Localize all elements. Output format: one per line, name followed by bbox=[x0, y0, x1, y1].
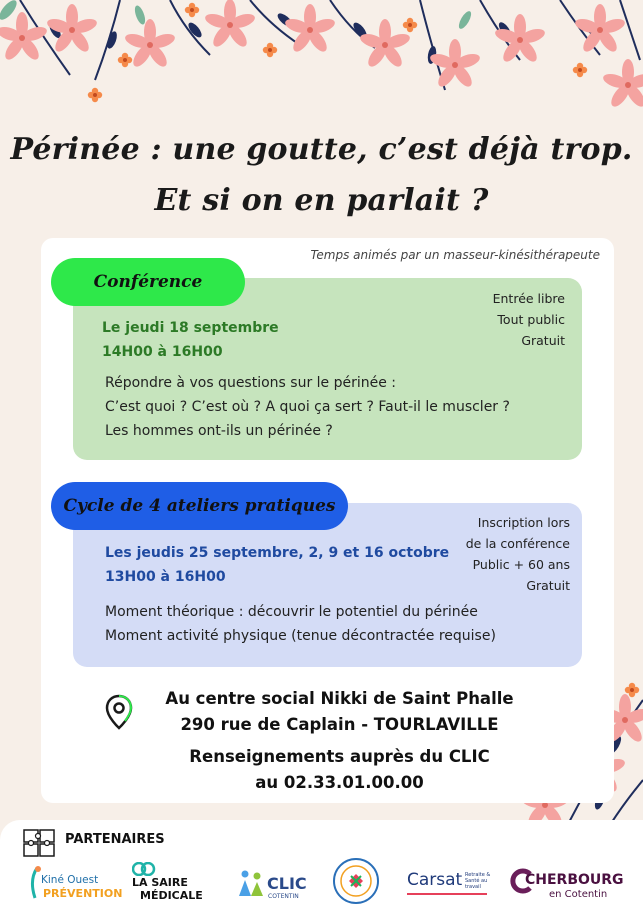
ateliers-date: Les jeudis 25 septembre, 2, 9 et 16 octobre bbox=[105, 545, 450, 561]
logo-kine-ouest bbox=[27, 864, 123, 904]
saire-line1: LA SAIRE bbox=[132, 876, 188, 889]
puzzle-icon bbox=[22, 828, 56, 858]
ateliers-info-line: Gratuit bbox=[526, 578, 570, 593]
subtitle: Temps animés par un masseur-kinésithérapeute bbox=[310, 248, 600, 262]
clic-name: CLIC bbox=[267, 874, 307, 893]
seal-logo-icon bbox=[331, 856, 381, 906]
logo-carsat bbox=[407, 870, 489, 900]
clic-people-icon bbox=[237, 868, 267, 898]
carsat-name: Carsat bbox=[407, 870, 463, 890]
ateliers-description bbox=[105, 600, 496, 648]
floral-decoration-top bbox=[0, 0, 643, 130]
partners-band bbox=[0, 820, 643, 907]
conference-description bbox=[105, 371, 510, 443]
description-line: Répondre à vos questions sur le périnée : bbox=[105, 375, 397, 391]
partners-label: PARTENAIRES bbox=[65, 832, 165, 847]
saire-line2: MÉDICALE bbox=[140, 889, 203, 902]
description-line: Moment théorique : découvrir le potentiel du périnée bbox=[105, 604, 478, 620]
logo-clic bbox=[237, 866, 317, 906]
logo-cherbourg bbox=[509, 868, 629, 904]
conference-date: Le jeudi 18 septembre bbox=[102, 320, 279, 336]
conference-info-line: Tout public bbox=[497, 312, 565, 327]
carsat-sub: Retraite & Santé au travail bbox=[465, 872, 491, 890]
logo-la-saire bbox=[128, 862, 208, 904]
ateliers-pill: Cycle de 4 ateliers pratiques bbox=[51, 482, 348, 530]
title-line-1: Périnée : une goutte, c’est déjà trop. bbox=[10, 132, 633, 167]
description-line: Les hommes ont-ils un périnée ? bbox=[105, 423, 333, 439]
ateliers-info-line: Public + 60 ans bbox=[472, 557, 570, 572]
conference-info bbox=[493, 288, 565, 351]
description-line: C’est quoi ? C’est où ? A quoi ça sert ? Faut-il le muscler ? bbox=[105, 399, 510, 415]
cherbourg-line2: en Cotentin bbox=[549, 889, 608, 900]
info-contact: Renseignements auprès du CLIC bbox=[189, 747, 490, 766]
description-line: Moment activité physique (tenue décontractée requise) bbox=[105, 628, 496, 644]
carsat-underline bbox=[407, 893, 487, 895]
ateliers-time: 13H00 à 16H00 bbox=[105, 569, 226, 585]
ateliers-info-line: Inscription lors bbox=[477, 515, 570, 530]
clic-sub: COTENTIN bbox=[268, 893, 299, 900]
cherbourg-line1: CHERBOURG bbox=[525, 872, 624, 888]
ateliers-info-line: de la conférence bbox=[465, 536, 570, 551]
ateliers-dates bbox=[105, 541, 449, 589]
location-address: 290 rue de Caplain - TOURLAVILLE bbox=[180, 715, 499, 734]
main-card bbox=[41, 238, 614, 803]
location-name: Au centre social Nikki de Saint Phalle bbox=[165, 689, 514, 708]
conference-time: 14H00 à 16H00 bbox=[102, 344, 223, 360]
title-line-2: Et si on en parlait ? bbox=[154, 183, 489, 218]
kine-line1: Kiné Ouest bbox=[41, 874, 99, 886]
info-phone: au 02.33.01.00.00 bbox=[255, 773, 424, 792]
conference-info-line: Entrée libre bbox=[492, 291, 565, 306]
conference-info-line: Gratuit bbox=[521, 333, 565, 348]
ateliers-info bbox=[466, 512, 570, 596]
conference-dates bbox=[102, 316, 279, 364]
kine-line2: PRÉVENTION bbox=[43, 887, 123, 900]
saire-icon bbox=[132, 862, 156, 876]
conference-pill: Conférence bbox=[51, 258, 245, 306]
